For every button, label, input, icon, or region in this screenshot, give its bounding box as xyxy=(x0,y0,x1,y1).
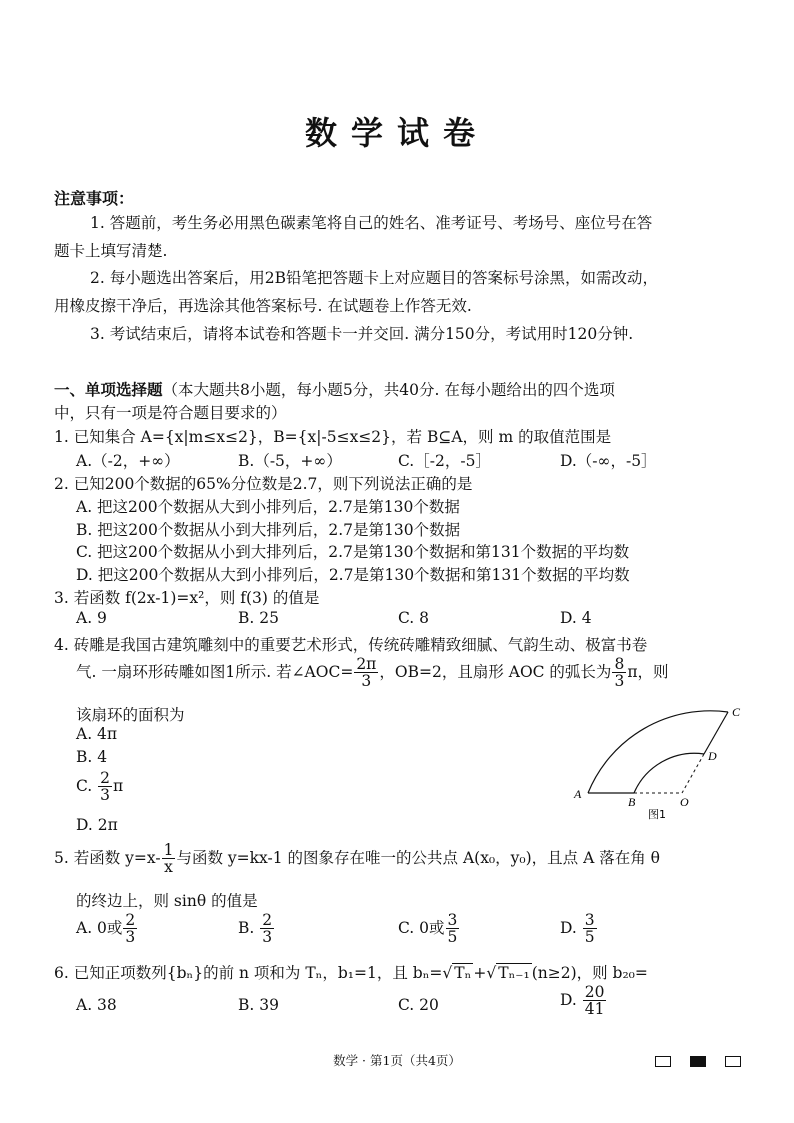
answer-box-filled xyxy=(690,1056,706,1067)
q4-angle-den: 3 xyxy=(361,672,372,691)
q1-option-c: C.［-2，-5］ xyxy=(398,452,491,470)
label-b: B xyxy=(628,795,636,809)
label-c: C xyxy=(732,705,741,719)
q6-text-b: (n≥2)，则 b₂₀= xyxy=(531,964,648,982)
q5-option-d-den: 5 xyxy=(584,928,595,947)
section-title: 一、单项选择题 xyxy=(54,380,163,399)
q5-option-a-fraction xyxy=(123,912,137,946)
q5-option-d-num: 3 xyxy=(584,911,595,929)
q3-option-b: B. 25 xyxy=(238,609,279,627)
q5-text-b: 与函数 y=kx-1 的图象存在唯一的公共点 A(x₀，y₀)，且点 A 落在角 θ xyxy=(176,848,660,867)
segment-do-dashed xyxy=(682,754,704,793)
outer-arc xyxy=(588,711,728,793)
answer-box-empty xyxy=(725,1056,741,1067)
q4-option-c xyxy=(76,770,123,804)
q2-option-a: A. 把这200个数据从大到小排列后，2.7是第130个数据 xyxy=(76,498,460,516)
q5-option-c-num: 3 xyxy=(447,911,458,929)
question-1-text: 1. 已知集合 A={x|m≤x≤2}，B={x|-5≤x≤2}，若 B⊆A，则 m 的取值范围是 xyxy=(54,428,612,446)
q6-text-a: 6. 已知正项数列{bₙ}的前 n 项和为 Tₙ，b₁=1，且 bₙ= xyxy=(54,964,443,982)
q6-option-d-fraction xyxy=(583,984,607,1018)
q4-option-c-fraction xyxy=(98,770,112,804)
q5-option-d xyxy=(560,912,598,946)
q4-arc-num: 8 xyxy=(614,655,625,673)
q4-angle-num: 2π xyxy=(356,655,377,673)
q6-sqrt-1: Tₙ xyxy=(454,964,472,982)
q5-option-a-label: A. 0或 xyxy=(76,918,123,937)
section-desc: （本大题共8小题，每小题5分，共40分. 在每小题给出的四个选项 xyxy=(162,381,615,399)
notice-item: 3. 考试结束后，请将本试卷和答题卡一并交回. 满分150分，考试用时120分钟. xyxy=(90,325,634,343)
q6-option-d xyxy=(560,984,607,1018)
q4-arc-den: 3 xyxy=(614,672,625,691)
question-4-line3: 该扇环的面积为 xyxy=(76,706,185,724)
q5-option-b xyxy=(238,912,275,946)
q4-option-a: A. 4π xyxy=(76,725,118,743)
q6-option-b: B. 39 xyxy=(238,996,279,1014)
q5-option-b-label: B. xyxy=(238,918,255,937)
q4-text-a: 气. 一扇环形砖雕如图1所示. 若∠AOC= xyxy=(76,662,354,681)
q4-option-d: D. 2π xyxy=(76,816,118,834)
page-title: 数学试卷 xyxy=(304,114,489,152)
section-heading xyxy=(54,378,615,400)
q6-option-d-den: 41 xyxy=(584,1000,605,1019)
q5-option-a xyxy=(76,912,138,946)
notice-item: 题卡上填写清楚. xyxy=(54,242,168,260)
question-3-text: 3. 若函数 f(2x-1)=x²，则 f(3) 的值是 xyxy=(54,589,320,607)
question-4-line2 xyxy=(76,656,669,690)
q1-option-b: B.（-5，+∞） xyxy=(238,452,342,470)
q2-option-c: C. 把这200个数据从小到大排列后，2.7是第130个数据和第131个数据的平均数 xyxy=(76,543,630,561)
q5-fraction-den: x xyxy=(164,858,173,877)
q3-option-c: C. 8 xyxy=(398,609,430,627)
q6-option-a: A. 38 xyxy=(76,996,117,1014)
q4-text-c: π，则 xyxy=(627,662,669,681)
q6-option-d-label: D. xyxy=(560,990,577,1009)
q5-text-a: 5. 若函数 y=x- xyxy=(54,848,161,867)
question-5-line2: 的终边上，则 sinθ 的值是 xyxy=(76,892,258,910)
question-4-line1: 4. 砖雕是我国古建筑雕刻中的重要艺术形式，传统砖雕精致细腻、气韵生动、极富书卷 xyxy=(54,636,648,654)
inner-arc xyxy=(634,753,704,793)
label-a: A xyxy=(574,787,582,801)
q5-option-a-den: 3 xyxy=(125,928,136,947)
q4-text-b: ，OB=2，且扇形 AOC 的弧长为 xyxy=(379,662,612,681)
q5-option-c-label: C. 0或 xyxy=(398,918,445,937)
notice-item: 用橡皮擦干净后，再选涂其他答案标号. 在试题卷上作答无效. xyxy=(54,297,472,315)
q5-option-b-num: 2 xyxy=(262,911,273,929)
notice-item: 1. 答题前，考生务必用黑色碳素笔将自己的姓名、准考证号、考场号、座位号在答 xyxy=(90,214,653,232)
label-d: D xyxy=(708,749,717,763)
q5-fraction xyxy=(162,842,176,876)
q5-option-c-den: 5 xyxy=(447,928,458,947)
label-o: O xyxy=(680,795,689,809)
question-6-line1: 6. 已知正项数列{bₙ}的前 n 项和为 Tₙ，b₁=1，且 bₙ=√ Tₙ +√ Tₙ₋₁ (n≥2)，则 b₂₀= xyxy=(54,964,648,982)
q1-option-a: A.（-2，+∞） xyxy=(76,452,180,470)
q5-option-c-fraction xyxy=(446,912,460,946)
q6-sqrt-2: Tₙ₋₁ xyxy=(498,964,530,982)
q5-option-d-label: D. xyxy=(560,918,577,937)
q5-fraction-num: 1 xyxy=(163,841,174,859)
q4-option-c-num: 2 xyxy=(100,769,111,787)
notice-heading: 注意事项： xyxy=(54,189,135,208)
q4-option-c-den: 3 xyxy=(100,786,111,805)
q5-option-c xyxy=(398,912,460,946)
q5-option-b-den: 3 xyxy=(262,928,273,947)
q5-option-d-fraction xyxy=(583,912,597,946)
figure-1-annular-sector xyxy=(560,694,760,824)
section-desc-line2: 中，只有一项是符合题目要求的） xyxy=(54,404,287,422)
figure-caption: 图1 xyxy=(648,808,666,821)
q3-option-a: A. 9 xyxy=(76,609,107,627)
question-5-line1 xyxy=(54,842,660,876)
q2-option-b: B. 把这200个数据从小到大排列后，2.7是第130个数据 xyxy=(76,521,461,539)
page-footer: 数学 · 第1页（共4页） xyxy=(333,1053,461,1068)
q1-option-d: D.（-∞，-5］ xyxy=(560,452,657,470)
q2-option-d: D. 把这200个数据从大到小排列后，2.7是第130个数据和第131个数据的平均数 xyxy=(76,566,630,584)
q3-option-d: D. 4 xyxy=(560,609,592,627)
q6-option-d-num: 20 xyxy=(584,983,605,1001)
answer-box-empty xyxy=(655,1056,671,1067)
notice-item: 2. 每小题选出答案后，用2B铅笔把答题卡上对应题目的答案标号涂黑，如需改动， xyxy=(90,269,658,287)
segment-cd xyxy=(704,712,728,754)
q5-option-b-fraction xyxy=(260,912,274,946)
q5-option-a-num: 2 xyxy=(125,911,136,929)
question-2-text: 2. 已知200个数据的65%分位数是2.7，则下列说法正确的是 xyxy=(54,475,473,493)
q4-option-c-label: C. xyxy=(76,776,93,795)
q4-option-c-tail: π xyxy=(113,776,124,795)
q6-plus: + xyxy=(473,964,487,982)
q6-option-c: C. 20 xyxy=(398,996,439,1014)
q4-arc-fraction xyxy=(612,656,626,690)
q4-angle-fraction xyxy=(354,656,378,690)
q4-option-b: B. 4 xyxy=(76,748,108,766)
